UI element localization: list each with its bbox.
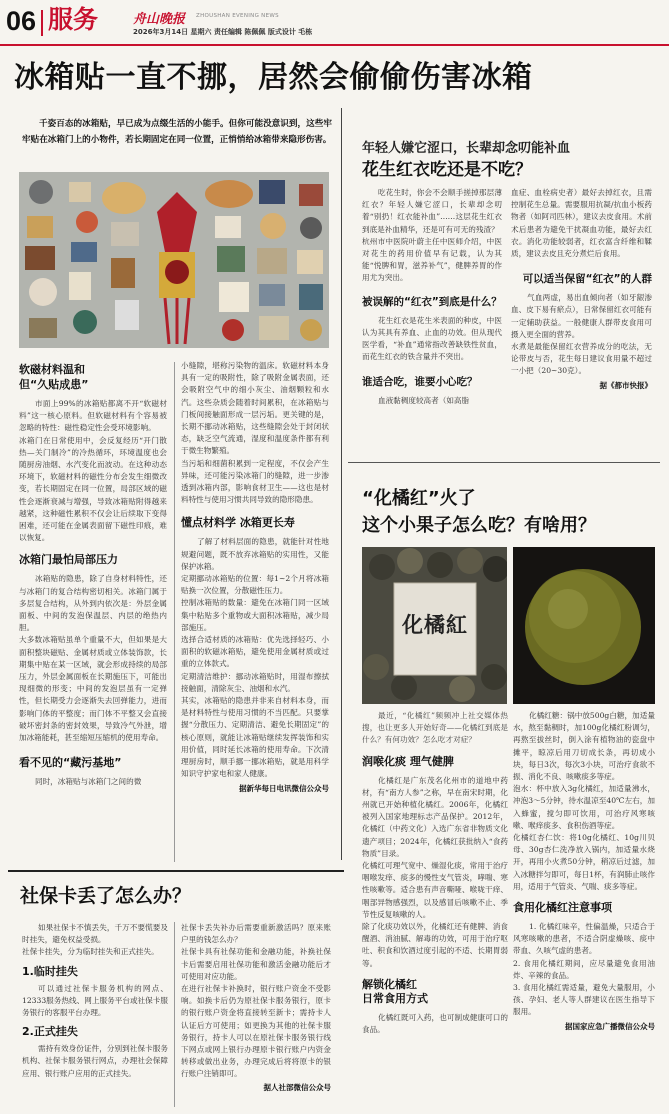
column-divider-bottom (174, 922, 175, 1107)
fridge-magnets-photo (19, 172, 329, 348)
article1-sub-soft-magnet: 软磁材料温和 但“久贴成患” (19, 363, 89, 391)
article1-col1 (19, 362, 167, 788)
article1-col2 (181, 360, 329, 794)
article1-lead: 千姿百态的冰箱贴，早已成为点缀生活的小能手。但你可能没意识到，这些牢牢贴在冰箱门上的小物件，若长期固定在同一位置，正悄悄给冰箱带来隐形伤害。 (22, 119, 332, 145)
masthead (0, 0, 669, 44)
article1-headline: 冰箱贴一直不挪，居然会偷偷伤害冰箱 (14, 60, 533, 95)
article3-headline-2: 这个小果子怎么吃？有啥用？ (362, 515, 596, 536)
article3-body-1: 化橘红是广东茂名化州市的道地中药材，有“南方人参”之称，早在南宋时期，化州就已开始种植化橘红。2006年，化橘红被列入国家地理标志产品保护。2012年，化橘红（中药文化）入选广东省非物质文化遗产项目；2024年，化橘红获批纳入“食药物质”目录。 化橘红可理气宽中、燥湿化痰，常用于治疗咽喉发痒、痰多的慢性支气管炎，哮喘、寒性咳嗽等。适合患有声音嘶哑、喉咙干痒、咽部异物感强烈，以及感冒后咳嗽不止、季节性反复咳嗽的人。 除了化痰功效以外，化橘红还有健脾、消食醒酒、消油腻、解毒的功效，可用于治疗呕吐、积食和饮酒过度引起的不适、长期胃弱等。 (362, 775, 508, 968)
bottom-section-rule (8, 870, 344, 872)
article4-signature: 据人社部微信公众号 (263, 1082, 331, 1092)
article3-headline-1: “化橘红”火了 (362, 488, 476, 509)
article2-signature: 据《都市快报》 (599, 380, 652, 390)
article1-body-1a: 市面上99%的冰箱贴都离不开“软磁材料”这一核心原料。但软磁材料有个容易被忽略的特性：磁性稳定性会受环境影响。 冰箱门在日常使用中，会反复经历“开门散热—关门制冷”的冷热循环，环境温度也会随厨房油烟、水汽变化而波动。在这种动态环境下，软磁材料的磁性分布会发生细微改变，若长期固定在同一位置，局部区域的磁性会逐渐衰减与增强，导致冰箱贴附得越来越紧，这种磁性累积不仅会让后续取下变得困难，还可能在金属表面留下磁性印痕，难以恢复。 (19, 399, 167, 543)
article2-body-2b: 气血两虚，易出血倾向者（如牙龈渗血、皮下易有瘀点），日常保留红衣可能有一定辅助获益。一般健康人群带皮食用可摄入更全面的营养。 水煮是最能保留红衣营养成分的吃法，无论带皮与否，花生每日建议食用量不超过一小把（20~30克）。 (511, 293, 652, 376)
page-number: 06 (6, 6, 37, 36)
photo-label-text: 化橘紅 (402, 612, 468, 637)
column-divider (174, 362, 175, 862)
article1-body-1b: 冰箱贴的隐患，除了自身材料特性，还与冰箱门的复合结构密切相关。冰箱门属于多层复合结构，从外到内依次是：外层金属面板、中间的发泡保温层、内层的绝热内胆。 大多数冰箱贴虽单个重量不大，但如果是大面积整块磁贴、金属材质或立体装饰款，长期集中贴在某一区域，就会形成持续的局部压力，外层金属面板在长期施压下，可能出现细微的形变；中间的发泡层虽有一定弹性，但长期受力会逐渐失去回弹能力，进而影响门体的平整度；而门体不平整又会直接破坏密封条的密封效果，导致冷气外泄，增加冰箱能耗，甚至缩短压缩机的使用寿命。 (19, 574, 167, 743)
article4-body-1: 如果社保卡不慎丢失，千万不要慌要及时挂失，避免权益受损。 社保卡挂失，分为临时挂失和正式挂失。 (22, 923, 168, 957)
article1-body-2a: 小缝隙，堪称污染物的温床。软磁材料本身具有一定的吸附性，除了吸附金属表面，还会吸附空气中的细小灰尘、油烟颗粒和水汽。这些杂质会随着时间累积，在冰箱贴与门板间接触面形成一层污垢。更关键的是，长期不挪动冰箱贴，这些缝隙会处于封闭状态，缺乏空气流通，湿度和温度条件都有利于微生物繁殖。 当污垢和细菌积累到一定程度，不仅会产生异味，还可能污染冰箱门的缝隙，进一步渗透到冰箱内部，影响食材卫生——这也是材料特性与使用习惯共同导致的隐形隐患。 (181, 361, 329, 505)
article3-col1 (362, 710, 508, 1036)
article3-caption: 最近，“化橘红”频频冲上社交媒体热搜，也让更多人开始好奇——化橘红到底是什么？有何功效？怎么吃才对症？ (362, 711, 508, 745)
section-title: 服务 (48, 5, 99, 34)
article3-body-1b: 化橘红既可入药，也可制成健康可口的食品。 (362, 1012, 508, 1035)
article4-body-2: 社保卡丢失补办后需要重新激活吗？原来账户里的钱怎么办？ 社保卡具有社保功能和金融功能，补换社保卡后需要启用社保功能和激活金融功能后才可使用对应功能。 在进行社保卡补换时，银行账户资金不受影响。如换卡后仍为原社保卡服务银行，原卡的银行账户资金将直接转至新卡；需持卡人认证后方可使用；如更换为其他的社保卡服务银行，持卡人可以在原社保卡服务银行线下网点或网上银行办理原卡银行账户内资金转移或做出业务，办理完成后将将原卡的银行账户注销即可。 (181, 923, 331, 1079)
article4-body-1b: 可以通过社保卡服务机构的网点、12333服务热线、网上服务平台或社保卡服务银行的客服平台办理。 (22, 983, 168, 1018)
article2-col2 (511, 187, 652, 391)
article4-sub-temporary: 1.临时挂失 (22, 964, 78, 978)
article2-body-1c: 血液黏稠度较高者（如高脂 (378, 396, 470, 406)
article2-col1 (362, 187, 502, 408)
article2-body-1b: 花生红衣是花生米表面的种皮，中医认为其具有养血、止血的功效。但从现代医学看，“补血”通常指改善缺铁性贫血，而花生红衣的铁含量并不突出。 (362, 315, 502, 362)
article2-headline: 花生红衣吃还是不吃？ (362, 160, 532, 180)
article2-body-1: 吃花生时，你会不会顺手搓掉那层薄红衣？年轻人嫌它涩口，长辈却念叨着“别扔！红衣能补血”……这层花生红衣到底是补血精华，还是可有可无的残渣？ 杭州市中医院叶蔚主任中医师介绍，中医对花生的药用价值早有记载，认为其能“悦脾和胃，滋养补气”，健脾养胃的作用尤为突出。 (362, 188, 502, 283)
section-divider (341, 108, 342, 860)
issue-meta: 2026年3月14日 星期六 责任编辑 陈佩佩 版式设计 毛栋 (133, 28, 313, 36)
huajuhong-photo-2 (513, 547, 655, 704)
article4-sub-formal: 2.正式挂失 (22, 1025, 78, 1039)
article1-body-1c: 同时，冰箱贴与冰箱门之间的微 (35, 777, 142, 787)
article4-body-1c: 需持有效身份证件，分别到社保卡服务机构、社保卡服务银行网点，办理社会保障应用、银行账户应用的正式挂失。 (22, 1044, 168, 1078)
article3-body-2b: 1. 化橘红味辛，性偏温燥，只适合于风寒咳嗽的患者，不适合阴虚燥咳、痰中带血、久咳气虚的患者。 2. 食用化橘红期间，应尽量避免食用油炸、辛辣的食品。 3. 食用化橘红需适量，避免大量服用，小孩、孕妇、老人等人群建议在医生指导下服用。 (513, 922, 655, 1017)
article1-body-2b: 了解了材料层面的隐患，就能针对性地规避问题，既不放弃冰箱贴的实用性，又能保护冰箱。 定期挪动冰箱贴的位置：每1~2个月将冰箱贴换一次位置，分散磁性压力。 控制冰箱贴的数量：避免在冰箱门同一区域集中粘贴多个重物或大面积冰箱贴，减少局部施压。 选择合适材质的冰箱贴：优先选择轻巧、小面积的软磁冰箱贴，避免使用金属材质或过重的立体款式。 定期清洁维护：挪动冰箱贴时，用湿布擦拭接触面，清除灰尘、油烟和水汽。 其实，冰箱贴的隐患并非来自材料本身，而是材料特性与使用习惯的不当匹配。只要掌握“分散压力、定期清洁、避免长期固定”的核心原则，就能让冰箱贴继续发挥装饰和实用价值，同时延长冰箱的使用寿命。下次清理厨房时，顺手挪一挪冰箱贴，就是用科学知识守护家电和家人健康。 (181, 537, 329, 779)
huajuhong-photo-1 (362, 547, 507, 704)
paper-logo: 舟山晚报 (133, 12, 186, 27)
paper-name-en: ZHOUSHAN EVENING NEWS (196, 13, 279, 19)
article4-headline: 社保卡丢了怎么办？ (20, 885, 192, 907)
article4-col1 (22, 922, 168, 1080)
article3-signature: 据国家应急广播微信公众号 (565, 1021, 655, 1031)
article4-col2 (181, 922, 331, 1093)
article1-signature: 据新华每日电讯微信公众号 (239, 783, 329, 793)
page-number-divider (41, 10, 43, 36)
article-separator (348, 462, 660, 463)
article2-sub-keep-skin: 可以适当保留“红衣”的人群 (522, 273, 652, 286)
article2-kicker: 年轻人嫌它涩口，长辈却念叨能补血 (362, 141, 571, 156)
article2-sub-who-suits: 谁适合吃，谁要小心吃？ (362, 376, 478, 389)
article3-body-2: 化橘红糖：锅中放500g白糖，加适量水，熬至黏稠时，加100g化橘红粉调匀，再熬至拔丝时，倒入涂有植物油的瓷盘中摊平，晾凉后用刀切成长条，再切成小块，每日3次，每次3小块，可治疗食欲不振、消化不良、咳嗽痰多等症。 泡水：杯中放入3g化橘红，加适量沸水，冲泡3～5分钟，待水温凉至40℃左右，加入蜂蜜，搅匀即可饮用，可治疗风寒咳嗽、喉痒痰多、食积伤酒等症。 化橘红杏仁饮：将10g化橘红、10g川贝母、30g杏仁洗净放入锅内，加适量水烧开，再用小火煮50分钟，稍凉后过滤，加入冰糖拌匀即可，每日1杯，有润肺止咳作用，适用于气管炎、气喘、痰多等症。 (513, 711, 655, 891)
masthead-rule (0, 44, 669, 46)
article2-sub-misunderstood: 被误解的“红衣”到底是什么？ (362, 295, 502, 308)
article1-sub-door-pressure: 冰箱门最怕局部压力 (19, 553, 118, 567)
article1-sub-material-science: 懂点材料学 冰箱更长寿 (181, 516, 295, 530)
article1-sub-dirt-base: 看不见的“藏污基地” (19, 756, 122, 770)
article3-sub-daily-use: 解锁化橘红 日常食用方式 (362, 977, 428, 1005)
article2-body-2: 血症、血栓病史者）最好去掉红衣，且需控制花生总量。需要服用抗凝/抗血小板药物者（如阿司匹林），建议去皮食用。术前术后患者为避免干扰凝血功能，最好去红衣。消化功能较弱者，红衣富含纤维和鞣质，建议去皮且充分煮烂后食用。 (511, 188, 652, 259)
article3-sub-throat: 润喉化痰 理气健脾 (362, 754, 454, 768)
article3-sub-precautions: 食用化橘红注意事项 (513, 901, 612, 915)
article3-col2 (513, 710, 655, 1032)
